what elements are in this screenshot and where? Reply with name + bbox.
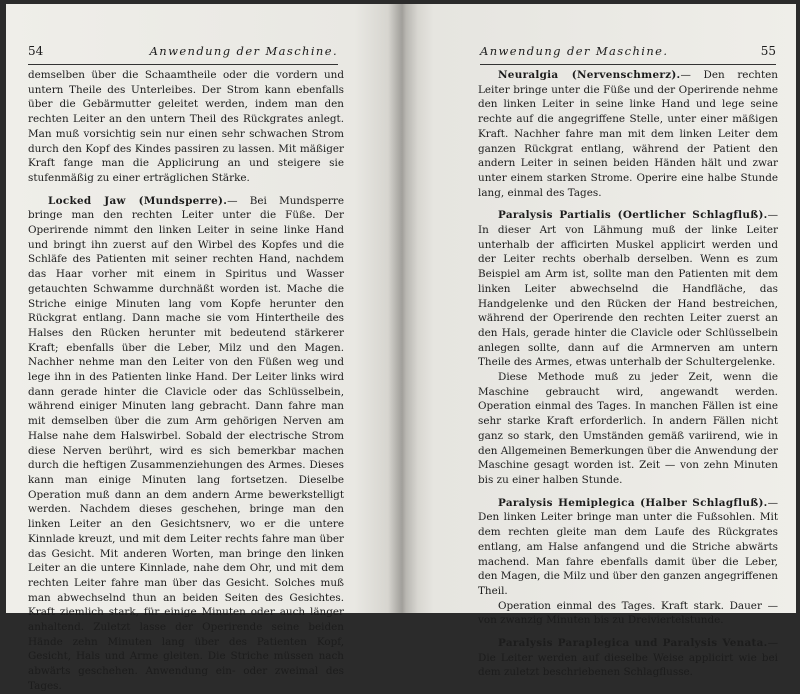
section-text: — Bei Mundsperre bringe man den rechten Leiter unter die Füße. Der Operirende nimmt den linken Leiter in seine linke Hand und bringt ihn zuerst auf den Wirbel des Kopfes und die Schläfe des Patienten mit seiner rechten Hand, nachdem das Haar vorher mit einem in Spiritus und Wasser getauchten Schwamme durchnäßt worden ist. Mache die Striche einige Minuten lang vom Kopfe herunter den Rückgrat entlang. Dann mache sie vom Hintertheile des Halses den Rücken herunter mit bedeutend stärkerer Kraft; ebenfalls über die Leber, Milz und den Magen. Nachher nehme man den Leiter von den Füßen weg und lege ihn in des Patienten linke Hand. Der Leiter links wird dann gerade hinter die Clavicle oder das Schlüsselbein, während einiger Minuten lang gebracht. Dann fahre man mit demselben über die zum Arm gehörigen Nerven am Halse nahe dem Halswirbel. Sobald der electrische Strom diese Nerven berührt, wird es sich bemerkbar machen durch die heftigen Zusammenziehungen des Armes. Dieses kann man einige Minuten lang fortsetzen. Dieselbe Operation muß dann an dem andern Arme bewerkstelligt werden. Nachdem dieses geschehen, bringe man den linken Leiter an den Gesichtsnerv, wo er die untere Kinnlade kreuzt, und mit dem Leiter rechts fahre man über das Gesicht. Mit anderen Worten, man bringe den linken Leiter an die untere Kinnlade, nahe dem Ohr, und mit dem rechten Leiter fahre man über das Gesicht. Solches muß man abwechselnd thun an beiden Seiten des Gesichtes. Kraft ziemlich stark, für einige Minuten oder auch länger anhaltend. Zuletzt lasse der Operirende seine beiden Hände zehn Minuten lang über des Patienten Kopf, Gesicht, Hals und Arme gleiten. Die Striche müssen nach abwärts geschehen. Anwendung ein- oder zweimal des Tages. — [28, 194, 344, 692]
header-rule-left — [28, 64, 338, 65]
running-head-right: Anwendung der Maschine. — [480, 44, 669, 58]
section-text: — Den linken Leiter bringe man unter die Fußsohlen. Mit dem rechten gleite man dem Laufe des Rückgrates entlang, am Halse anfangend und die Striche abwärts machend. Man fahre ebenfalls damit über die Leber, den Magen, die Milz und über den ganzen angegriffenen Theil. — [478, 496, 778, 597]
book-gutter-shadow — [388, 4, 418, 613]
left-page-header — [28, 44, 338, 58]
section-locked-jaw — [28, 194, 344, 694]
left-page — [6, 4, 402, 692]
paralysis-partialis-continued: Diese Methode muß zu jeder Zeit, wenn die Maschine gebraucht wird, angewandt werden. Operation einmal des Tages. In manchen Fällen ist eine sehr starke Kraft erforderlich. In andern Fällen nicht ganz so stark, den Umständen gemäß variirend, wie in den Allgemeinen Bemerkungen über die Anwendung der Maschine gesagt worden ist. Zeit — von zehn Minuten bis zu einer halben Stunde. — [478, 371, 779, 486]
section-neuralgia — [478, 68, 778, 200]
section-text: — Die Leiter werden auf dieselbe Weise applicirt wie bei dem zuletzt beschriebenen Schlagflusse. — [478, 637, 778, 679]
section-heading: Paralysis Paraplegica und Paralysis Venata. — [498, 637, 768, 650]
right-page-body — [478, 68, 778, 680]
page-number-right: 55 — [760, 44, 776, 58]
section-paralysis-hemiplegica — [478, 496, 778, 599]
section-heading: Paralysis Partialis (Oertlicher Schlagfluß). — [498, 209, 768, 222]
header-rule-right — [480, 64, 776, 65]
running-head-left: Anwendung der Maschine. — [149, 44, 338, 58]
page-number-left: 54 — [28, 44, 44, 58]
continuation-paragraph: demselben über die Schaamtheile oder die vordern und untern Theile des Unterleibes. Der Strom kann ebenfalls über die Gebärmutter geleitet werden, indem man den rechten Leiter an den untern Theil des Rückgrates anlegt. Man muß vorsichtig sein nur einen sehr schwachen Strom durch den Kopf des Kindes passiren zu lassen. Mit mäßiger Kraft fange man die Applicirung an und steigere sie stufenmäßig zu einer erträglichen Stärke. — [28, 69, 344, 184]
left-page-body — [28, 68, 344, 694]
section-heading: Neuralgia (Nervenschmerz). — [498, 69, 681, 81]
right-page — [402, 4, 796, 679]
section-heading: Paralysis Hemiplegica (Halber Schlagfluß). — [498, 496, 768, 509]
section-paralysis-partialis — [478, 208, 778, 370]
right-page-header — [480, 44, 776, 58]
paralysis-hemiplegica-continued: Operation einmal des Tages. Kraft stark. Dauer — von zwanzig Minuten bis zu Dreiviertelstunde. — [478, 599, 778, 627]
section-text: — In dieser Art von Lähmung muß der linke Leiter unterhalb der afficirten Muskel applicirt werden und der Leiter rechts oberhalb derselben. Wenn es zum Beispiel am Arm ist, sollte man den Patienten mit dem linken Leiter abwechselnd die Handfläche, das Handgelenke und den Rücken der Hand bestreichen, während der Operirende den rechten Leiter zuerst an den Hals, gerade hinter die Clavicle oder Schlüsselbein anlegen sollte, dann auf die Armnerven am untern Theile des Armes, etwas unterhalb der Schultergelenke. — [478, 209, 778, 369]
section-paralysis-paraplegica — [478, 636, 778, 680]
section-heading: Locked Jaw (Mundsperre). — [48, 194, 228, 207]
section-text: — Den rechten Leiter bringe unter die Füße und der Operirende nehme den linken Leiter in seine linke Hand und lege seine rechte auf die angegriffene Stelle, unter einer mäßigen Kraft. Nachher fahre man mit dem linken Leiter dem ganzen Rückgrat entlang, während der Patient den andern Leiter in seinen beiden Händen hält und zwar unter einem starken Strome. Operire eine halbe Stunde lang, einmal des Tages. — [478, 69, 778, 199]
